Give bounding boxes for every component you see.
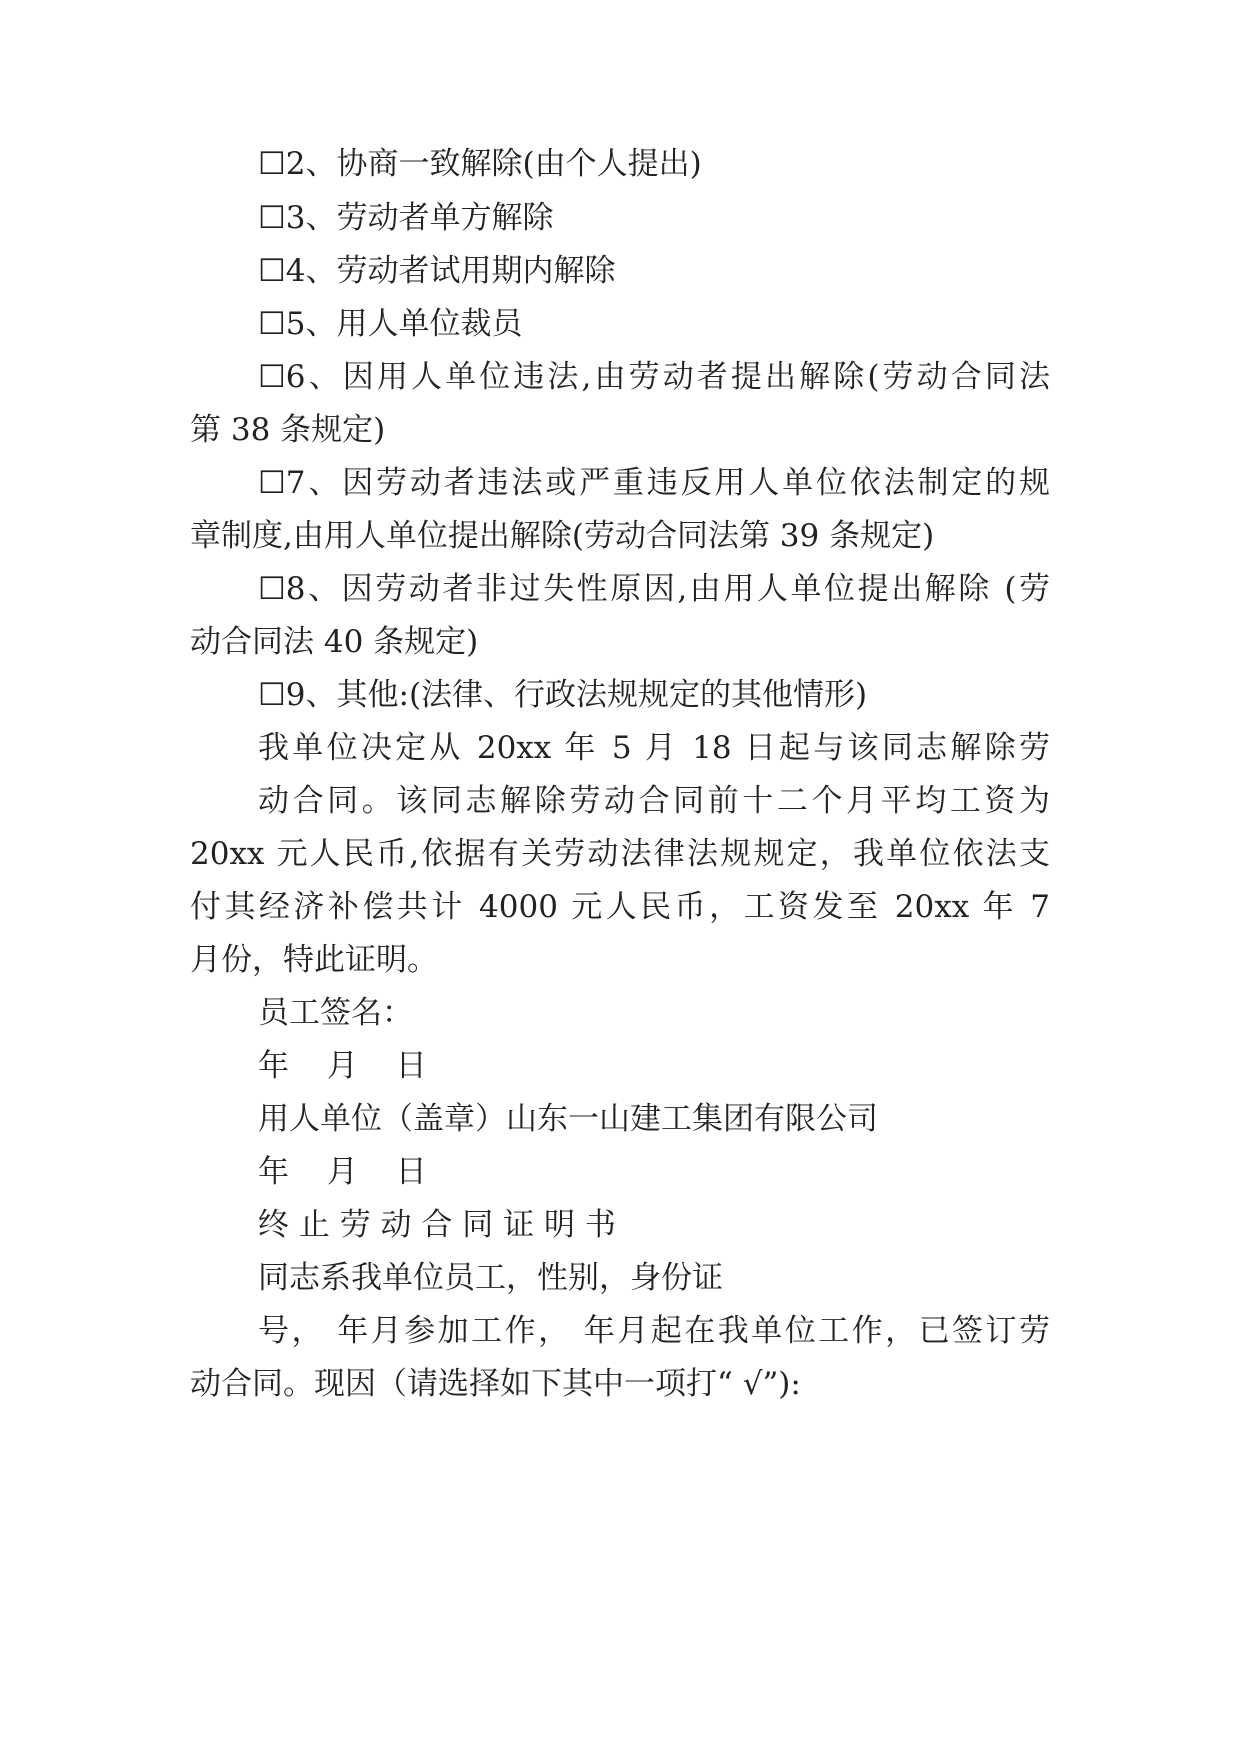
decision-paragraph-line-2: 动合同。该同志解除劳动合同前十二个月平均工资为	[258, 783, 1050, 819]
certificate-body-line-2: 号， 年月参加工作， 年月起在我单位工作，已签订劳	[258, 1313, 1050, 1349]
option-6-text: ☐6、因用人单位违法,由劳动者提出解除(劳动合同法	[258, 359, 1050, 395]
decision-paragraph-line-3: 20xx 元人民币,依据有关劳动法律法规规定，我单位依法支	[190, 836, 1050, 872]
employee-date-line: 年 月 日	[258, 1048, 441, 1084]
option-3-text: ☐3、劳动者单方解除	[258, 200, 554, 236]
certificate-body-line-3: 动合同。现因（请选择如下其中一项打“ √”):	[190, 1366, 801, 1402]
option-2-text: ☐2、协商一致解除(由个人提出)	[258, 146, 702, 182]
decision-paragraph-line-4: 付其经济补偿共计 4000 元人民币，工资发至 20xx 年 7	[190, 889, 1050, 925]
certificate-body-line-1: 同志系我单位员工，性别，身份证	[258, 1260, 723, 1296]
option-7-text-cont: 章制度,由用人单位提出解除(劳动合同法第 39 条规定)	[190, 518, 935, 554]
decision-paragraph-line-1: 我单位决定从 20xx 年 5 月 18 日起与该同志解除劳	[258, 730, 1050, 766]
employer-seal-line: 用人单位（盖章）山东一山建工集团有限公司	[258, 1101, 878, 1137]
option-5-text: ☐5、用人单位裁员	[258, 306, 523, 342]
option-7-text: ☐7、因劳动者违法或严重违反用人单位依法制定的规	[258, 465, 1050, 501]
decision-paragraph-line-5: 月份，特此证明。	[190, 942, 438, 978]
employee-signature-label: 员工签名：	[258, 995, 413, 1031]
certificate-title: 终 止 劳 动 合 同 证 明 书	[258, 1207, 616, 1243]
option-4-text: ☐4、劳动者试用期内解除	[258, 253, 616, 289]
option-9-text: ☐9、其他:(法律、行政法规规定的其他情形)	[258, 677, 868, 713]
option-8-text: ☐8、因劳动者非过失性原因,由用人单位提出解除 (劳	[258, 571, 1050, 607]
option-6-text-cont: 第 38 条规定)	[190, 412, 386, 448]
employer-date-line: 年 月 日	[258, 1154, 441, 1190]
option-8-text-cont: 动合同法 40 条规定)	[190, 624, 479, 660]
